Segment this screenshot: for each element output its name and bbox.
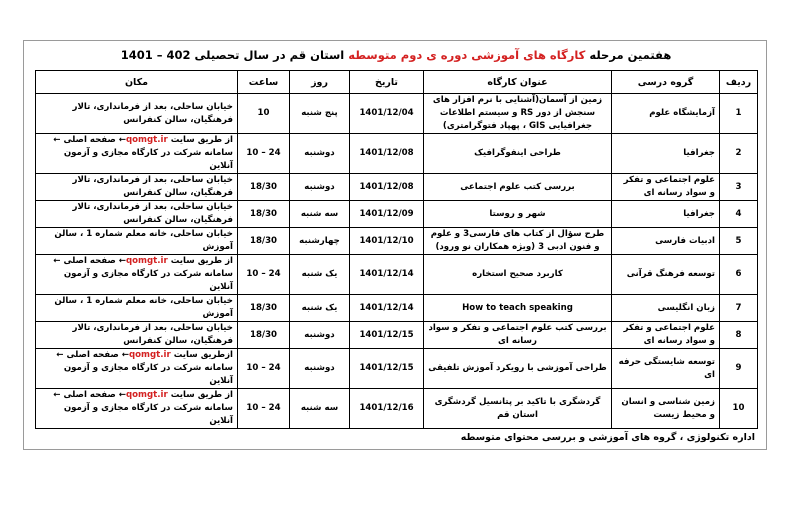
cell-group: جغرافیا [612, 201, 720, 228]
cell-time: 24 – 10 [238, 134, 290, 174]
cell-title: How to teach speaking [424, 295, 612, 322]
site-link[interactable]: qomgt.ir [125, 256, 168, 266]
place-prefix: از طریق سایت [167, 390, 233, 400]
cell-num: 7 [720, 295, 758, 322]
place-prefix: از طریق سایت [167, 135, 233, 145]
cell-num: 10 [720, 389, 758, 429]
cell-group: جغرافیا [612, 134, 720, 174]
cell-day: سه شنبه [290, 389, 350, 429]
cell-day: دوشنبه [290, 349, 350, 389]
cell-group: زمین شناسی و انسان و محیط زیست [612, 389, 720, 429]
cell-date: 1401/12/16 [350, 389, 424, 429]
title-part2: استان قم در سال تحصیلی 402 – 1401 [120, 48, 349, 62]
table-row [36, 228, 758, 255]
cell-group: آزمایشگاه علوم [612, 94, 720, 134]
cell-title: کاربرد صحیح استخاره [424, 255, 612, 295]
cell-time: 18/30 [238, 228, 290, 255]
cell-place [36, 255, 238, 295]
place-suffix: ← صفحه اصلی ← سامانه شرکت در کارگاه مجازی و آزمون آنلاین [56, 350, 233, 386]
cell-place [36, 134, 238, 174]
col-header-time: ساعت [238, 71, 290, 94]
cell-num: 4 [720, 201, 758, 228]
cell-title: بررسی کتب علوم اجتماعی [424, 174, 612, 201]
cell-group: علوم اجتماعی و تفکر و سواد رسانه ای [612, 322, 720, 349]
cell-date: 1401/12/10 [350, 228, 424, 255]
cell-day: چهارشنبه [290, 228, 350, 255]
cell-place: خیابان ساحلی، بعد از فرمانداری، تالار فرهنگیان، سالن کنفرانس [36, 322, 238, 349]
table-row [36, 255, 758, 295]
cell-time: 18/30 [238, 174, 290, 201]
cell-date: 1401/12/15 [350, 322, 424, 349]
site-link[interactable]: qomgt.ir [128, 350, 171, 360]
title-highlight: کارگاه های آموزشی دوره ی دوم متوسطه [348, 48, 586, 62]
cell-date: 1401/12/04 [350, 94, 424, 134]
table-row [36, 389, 758, 429]
cell-group: ادبیات فارسی [612, 228, 720, 255]
footer-note: اداره تکنولوژی ، گروه های آموزشی و بررسی محتوای متوسطه [460, 432, 755, 443]
site-link[interactable]: qomgt.ir [125, 390, 168, 400]
cell-title: طرح سؤال از کتاب های فارسی3 و علوم و فنون ادبی 3 (ویژه همکاران نو ورود) [424, 228, 612, 255]
cell-day: دوشنبه [290, 134, 350, 174]
table-row [36, 322, 758, 349]
col-header-num: ردیف [720, 71, 758, 94]
cell-date: 1401/12/14 [350, 295, 424, 322]
cell-title: گردشگری با تاکید بر پتانسیل گردشگری استان قم [424, 389, 612, 429]
place-suffix: ← صفحه اصلی ← سامانه شرکت در کارگاه مجازی و آزمون آنلاین [53, 256, 233, 292]
cell-place: خیابان ساحلی، بعد از فرمانداری، تالار فرهنگیان، سالن کنفرانس [36, 201, 238, 228]
place-prefix: ازطریق سایت [170, 350, 233, 360]
col-header-group: گروه درسی [612, 71, 720, 94]
cell-num: 8 [720, 322, 758, 349]
cell-date: 1401/12/08 [350, 174, 424, 201]
cell-num: 6 [720, 255, 758, 295]
cell-num: 9 [720, 349, 758, 389]
cell-num: 3 [720, 174, 758, 201]
place-suffix: ← صفحه اصلی ← سامانه شرکت در کارگاه مجازی و آزمون آنلاین [53, 135, 233, 171]
table-row [36, 295, 758, 322]
cell-date: 1401/12/09 [350, 201, 424, 228]
cell-num: 2 [720, 134, 758, 174]
cell-group: زبان انگلیسی [612, 295, 720, 322]
site-link[interactable]: qomgt.ir [125, 135, 168, 145]
cell-group: توسعه فرهنگ قرآنی [612, 255, 720, 295]
cell-day: یک شنبه [290, 295, 350, 322]
cell-place: خیابان ساحلی، خانه معلم شماره 1 ، سالن آموزش [36, 295, 238, 322]
cell-day: دوشنبه [290, 322, 350, 349]
table-row [36, 94, 758, 134]
cell-title: طراحی آموزشی با رویکرد آموزش تلفیقی [424, 349, 612, 389]
cell-place: خیابان ساحلی، بعد از فرمانداری، تالار فرهنگیان، سالن کنفرانس [36, 174, 238, 201]
cell-time: 24 – 10 [238, 389, 290, 429]
cell-day: سه شنبه [290, 201, 350, 228]
cell-place: خیابان ساحلی، بعد از فرمانداری، تالار فرهنگیان، سالن کنفرانس [36, 94, 238, 134]
cell-date: 1401/12/08 [350, 134, 424, 174]
cell-date: 1401/12/14 [350, 255, 424, 295]
cell-time: 18/30 [238, 295, 290, 322]
col-header-day: روز [290, 71, 350, 94]
cell-time: 24 – 10 [238, 349, 290, 389]
cell-time: 10 [238, 94, 290, 134]
col-header-date: تاریخ [350, 71, 424, 94]
cell-group: علوم اجتماعی و تفکر و سواد رسانه ای [612, 174, 720, 201]
cell-title: طراحی اینفوگرافیک [424, 134, 612, 174]
cell-time: 24 – 10 [238, 255, 290, 295]
cell-place [36, 389, 238, 429]
workshop-table [35, 70, 758, 429]
table-header-row [36, 71, 758, 94]
cell-time: 18/30 [238, 201, 290, 228]
col-header-place: مکان [36, 71, 238, 94]
cell-title: زمین از آسمان(آشنایی با نرم افزار های سنجش از دور RS و سیستم اطلاعات جغرافیایی GIS ، پهپاد فتوگرامتری) [424, 94, 612, 134]
page-title [35, 46, 757, 64]
cell-place: خیابان ساحلی، خانه معلم شماره 1 ، سالن آموزش [36, 228, 238, 255]
cell-day: دوشنبه [290, 174, 350, 201]
col-header-title: عنوان کارگاه [424, 71, 612, 94]
cell-time: 18/30 [238, 322, 290, 349]
cell-day: پنج شنبه [290, 94, 350, 134]
table-row [36, 174, 758, 201]
table-row [36, 201, 758, 228]
cell-title: بررسی کتب علوم اجتماعی و تفکر و سواد رسانه ای [424, 322, 612, 349]
table-row [36, 134, 758, 174]
cell-day: یک شنبه [290, 255, 350, 295]
table-row [36, 349, 758, 389]
cell-date: 1401/12/15 [350, 349, 424, 389]
cell-num: 5 [720, 228, 758, 255]
cell-num: 1 [720, 94, 758, 134]
cell-place [36, 349, 238, 389]
title-part1: هفتمین مرحله [585, 48, 672, 62]
place-suffix: ← صفحه اصلی ← سامانه شرکت در کارگاه مجازی و آزمون آنلاین [53, 390, 233, 426]
cell-group: توسعه شایستگی حرفه ای [612, 349, 720, 389]
cell-title: شهر و روستا [424, 201, 612, 228]
place-prefix: از طریق سایت [167, 256, 233, 266]
